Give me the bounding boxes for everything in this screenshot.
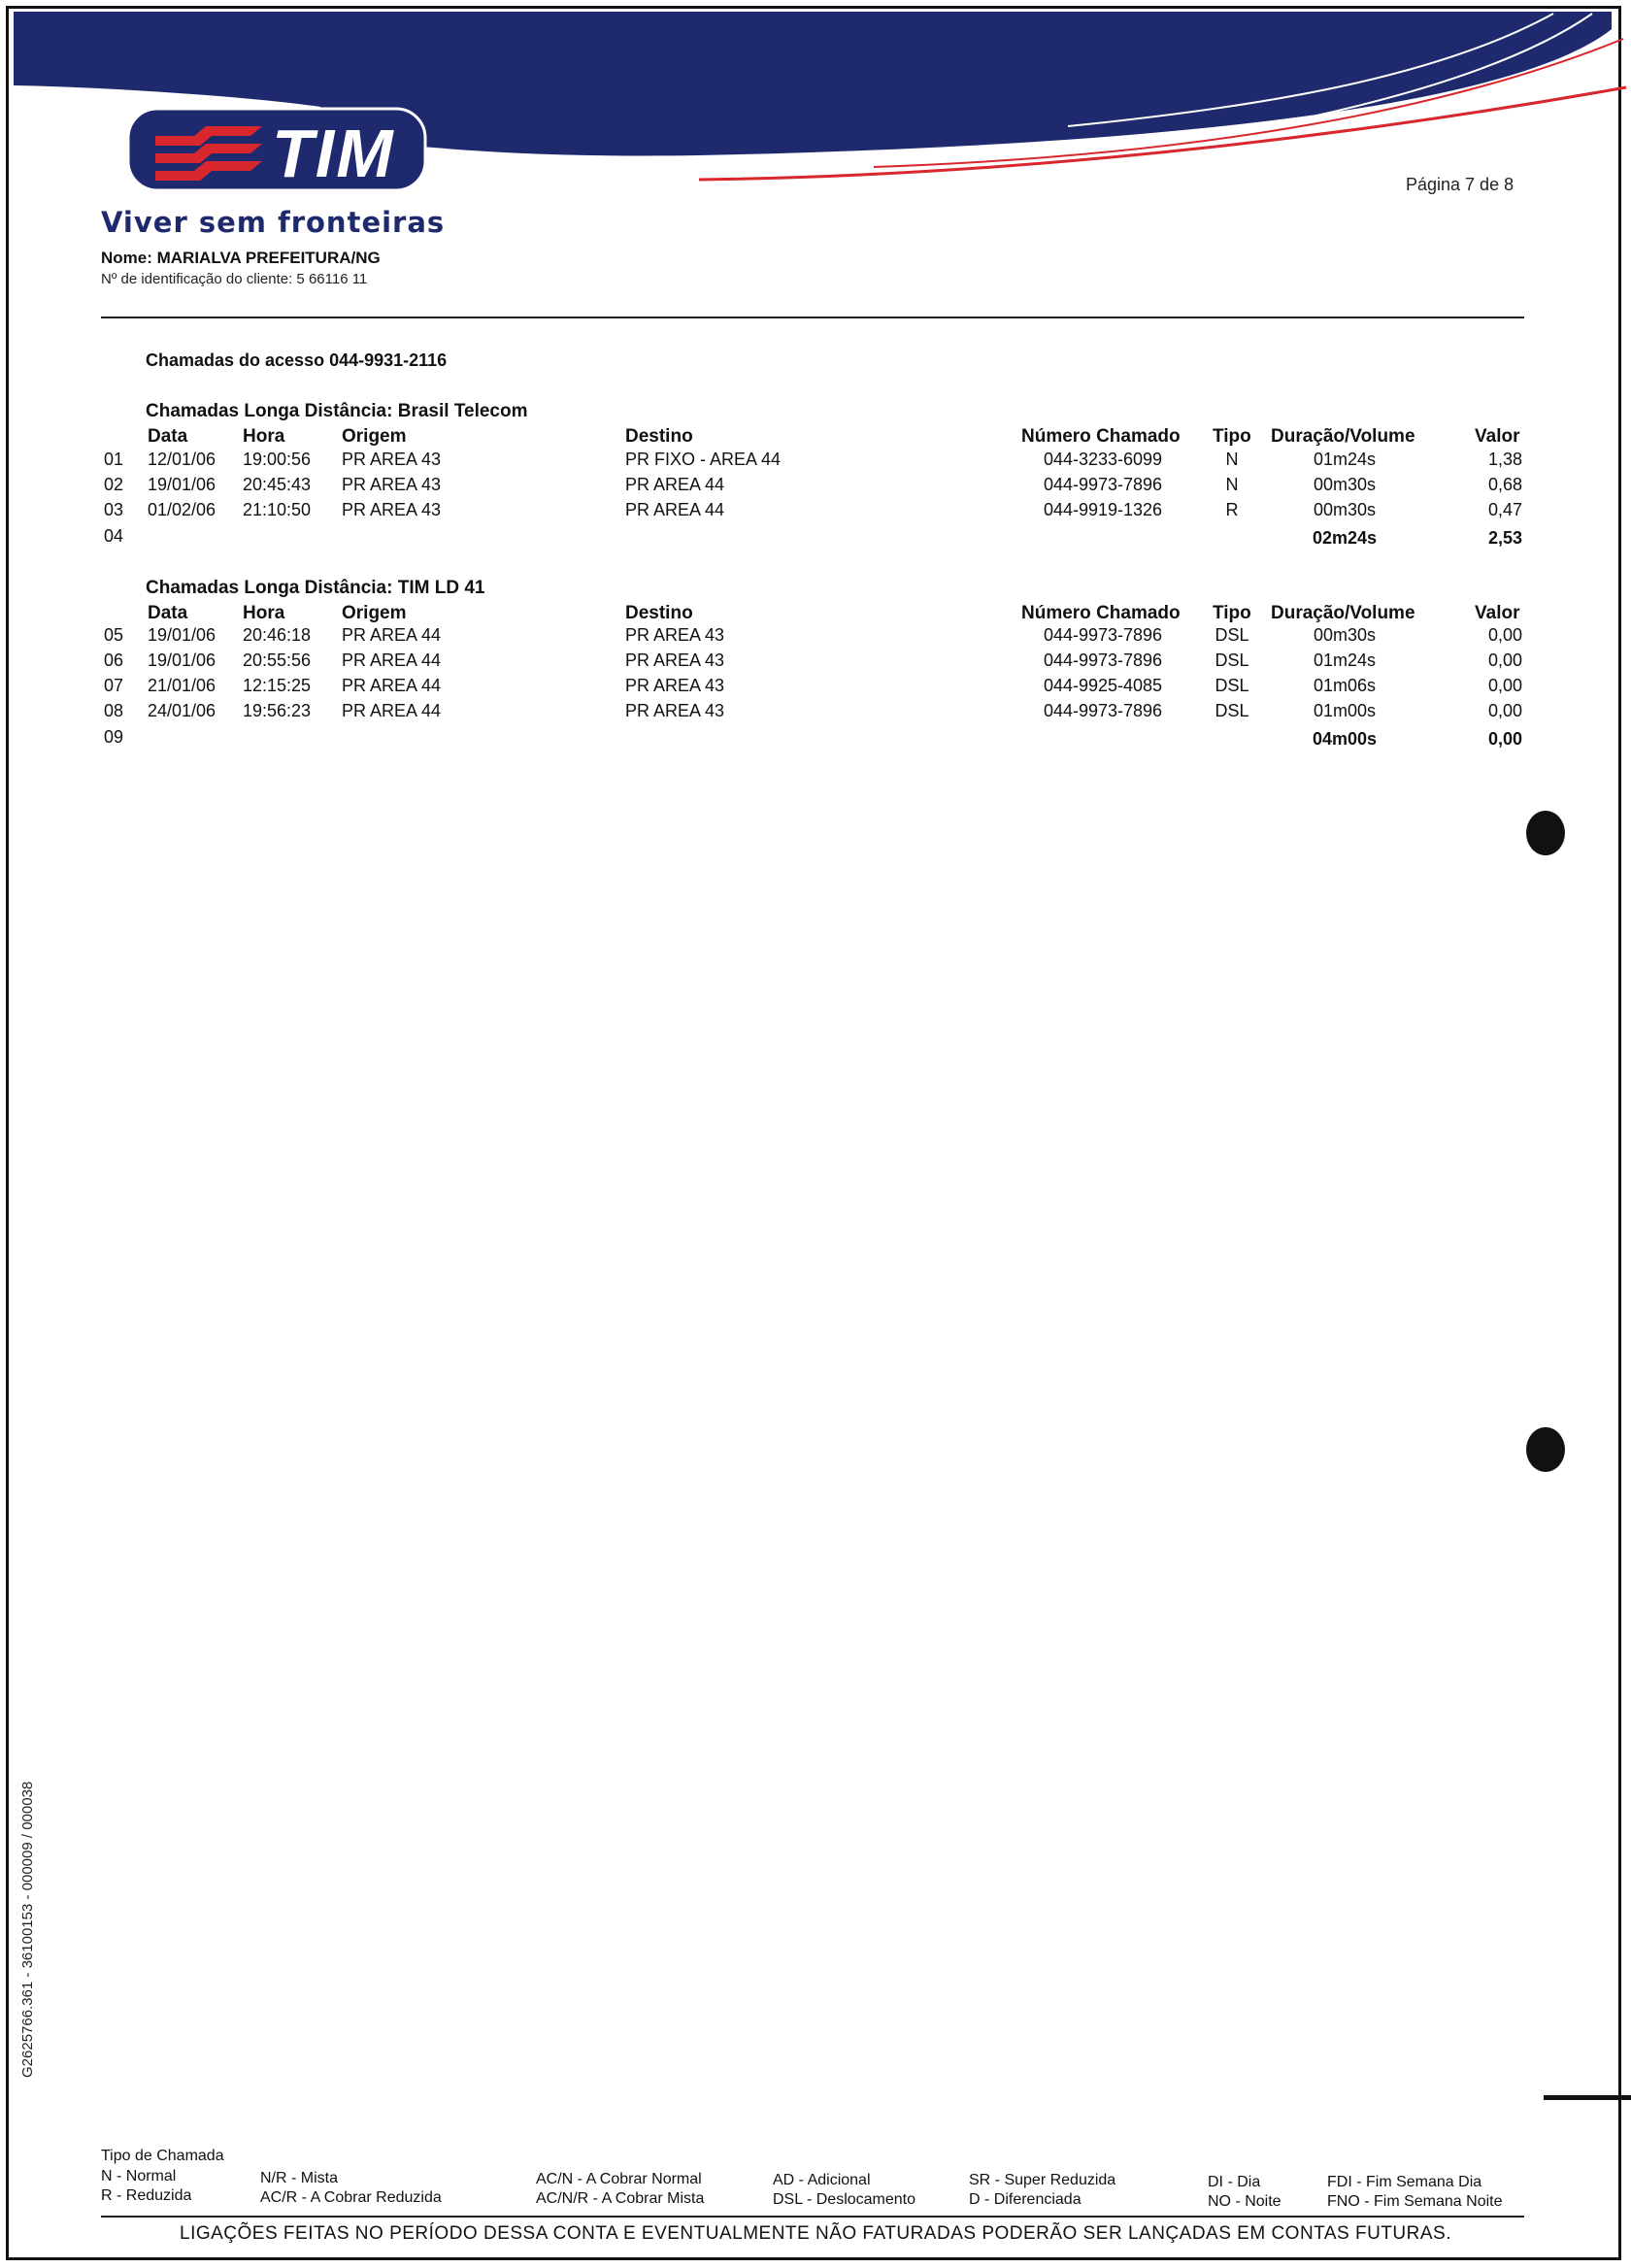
total-duracao: 04m00s	[1312, 729, 1378, 749]
footer-note: LIGAÇÕES FEITAS NO PERÍODO DESSA CONTA E EVENTUALMENTE NÃO FATURADAS PODERÃO SER LANÇADAS EM CONTAS FUTURAS.	[180, 2223, 1451, 2244]
tim-logo	[126, 107, 427, 192]
col-header-numero: Número Chamado	[1021, 603, 1181, 623]
cell-data: 19/01/06	[148, 475, 216, 494]
punch-hole	[1526, 1427, 1565, 1472]
page-indicator: Página 7 de 8	[1406, 175, 1514, 194]
col-header-tipo: Tipo	[1213, 603, 1251, 623]
cell-origem: PR AREA 44	[342, 676, 442, 695]
slogan: Viver sem fronteiras	[101, 206, 446, 239]
row-number: 03	[104, 500, 124, 519]
cell-numero: 044-9973-7896	[1043, 701, 1163, 720]
cell-tipo: N	[1225, 450, 1239, 469]
legend-item: D - Diferenciada	[969, 2191, 1082, 2208]
row-number: 02	[104, 475, 124, 494]
cell-data: 12/01/06	[148, 450, 216, 469]
col-header-origem: Origem	[342, 426, 407, 447]
col-header-valor: Valor	[1475, 426, 1520, 447]
divider	[101, 317, 1524, 318]
cell-valor: 0,00	[1487, 701, 1522, 720]
cell-origem: PR AREA 44	[342, 650, 442, 670]
legend-item: DI - Dia	[1208, 2174, 1261, 2190]
cell-numero: 044-9973-7896	[1043, 625, 1163, 645]
cell-data: 01/02/06	[148, 500, 216, 519]
col-header-duracao: Duração/Volume	[1271, 426, 1415, 447]
cell-destino: PR AREA 44	[625, 500, 725, 519]
cell-valor: 0,68	[1487, 475, 1522, 494]
row-number: 08	[104, 701, 124, 720]
cell-hora: 20:55:56	[243, 650, 312, 670]
cell-origem: PR AREA 44	[342, 625, 442, 645]
cell-numero: 044-9925-4085	[1043, 676, 1163, 695]
row-number: 05	[104, 625, 124, 645]
legend-item: SR - Super Reduzida	[969, 2172, 1116, 2188]
cell-hora: 21:10:50	[243, 500, 312, 519]
row-number: 09	[104, 727, 124, 747]
cell-duracao: 01m00s	[1313, 701, 1377, 720]
col-header-data: Data	[148, 603, 188, 623]
legend-item: AC/N - A Cobrar Normal	[536, 2171, 702, 2187]
cell-valor: 1,38	[1487, 450, 1522, 469]
col-header-destino: Destino	[625, 426, 693, 447]
col-header-tipo: Tipo	[1213, 426, 1251, 447]
cell-valor: 0,00	[1487, 676, 1522, 695]
cell-duracao: 01m06s	[1313, 676, 1377, 695]
cell-tipo: DSL	[1215, 701, 1249, 720]
cell-tipo: DSL	[1215, 650, 1249, 670]
legend-item: AD - Adicional	[773, 2172, 871, 2188]
cell-tipo: DSL	[1215, 625, 1249, 645]
cell-destino: PR AREA 43	[625, 676, 725, 695]
brand-name: TIM	[272, 116, 395, 191]
col-header-valor: Valor	[1475, 603, 1520, 623]
document-code: G2625766.361 - 36100153 - 000009 / 000038	[19, 1781, 36, 2078]
cell-hora: 20:45:43	[243, 475, 312, 494]
cell-data: 19/01/06	[148, 650, 216, 670]
client-name: Nome: MARIALVA PREFEITURA/NG	[101, 249, 381, 267]
col-header-hora: Hora	[243, 426, 285, 447]
col-header-destino: Destino	[625, 603, 693, 623]
cell-duracao: 00m30s	[1313, 475, 1377, 494]
row-number: 01	[104, 450, 124, 469]
legend-item: AC/N/R - A Cobrar Mista	[536, 2190, 705, 2207]
legend-item: NO - Noite	[1208, 2193, 1282, 2210]
cell-hora: 19:56:23	[243, 701, 312, 720]
legend-item: R - Reduzida	[101, 2187, 192, 2204]
page-border	[6, 6, 1621, 2260]
margin-mark	[1544, 2095, 1631, 2100]
legend-title: Tipo de Chamada	[101, 2148, 224, 2164]
cell-numero: 044-9973-7896	[1043, 650, 1163, 670]
cell-numero: 044-9973-7896	[1043, 475, 1163, 494]
cell-hora: 19:00:56	[243, 450, 312, 469]
cell-duracao: 00m30s	[1313, 500, 1377, 519]
cell-origem: PR AREA 43	[342, 500, 442, 519]
cell-destino: PR AREA 44	[625, 475, 725, 494]
row-number: 06	[104, 650, 124, 670]
cell-duracao: 00m30s	[1313, 625, 1377, 645]
cell-tipo: DSL	[1215, 676, 1249, 695]
cell-data: 24/01/06	[148, 701, 216, 720]
cell-origem: PR AREA 44	[342, 701, 442, 720]
legend-item: FNO - Fim Semana Noite	[1327, 2193, 1503, 2210]
client-id: Nº de identificação do cliente: 5 66116 11	[101, 271, 368, 287]
col-header-duracao: Duração/Volume	[1271, 603, 1415, 623]
row-number: 07	[104, 676, 124, 695]
cell-valor: 0,47	[1487, 500, 1522, 519]
section-title: Chamadas Longa Distância: TIM LD 41	[146, 578, 485, 598]
col-header-numero: Número Chamado	[1021, 426, 1181, 447]
cell-hora: 12:15:25	[243, 676, 312, 695]
cell-valor: 0,00	[1487, 650, 1522, 670]
cell-tipo: R	[1225, 500, 1239, 519]
cell-data: 19/01/06	[148, 625, 216, 645]
cell-destino: PR FIXO - AREA 44	[625, 450, 782, 469]
cell-destino: PR AREA 43	[625, 650, 725, 670]
cell-tipo: N	[1225, 475, 1239, 494]
legend-item: N/R - Mista	[260, 2170, 338, 2186]
cell-origem: PR AREA 43	[342, 450, 442, 469]
col-header-data: Data	[148, 426, 188, 447]
cell-data: 21/01/06	[148, 676, 216, 695]
cell-origem: PR AREA 43	[342, 475, 442, 494]
row-number: 04	[104, 526, 124, 546]
col-header-hora: Hora	[243, 603, 285, 623]
cell-duracao: 01m24s	[1313, 450, 1377, 469]
cell-destino: PR AREA 43	[625, 625, 725, 645]
cell-duracao: 01m24s	[1313, 650, 1377, 670]
col-header-origem: Origem	[342, 603, 407, 623]
punch-hole	[1526, 811, 1565, 855]
section-title: Chamadas Longa Distância: Brasil Telecom	[146, 401, 528, 421]
total-valor: 0,00	[1487, 729, 1522, 749]
access-title: Chamadas do acesso 044-9931-2116	[146, 350, 448, 370]
legend-item: N - Normal	[101, 2168, 177, 2185]
cell-numero: 044-9919-1326	[1043, 500, 1163, 519]
legend-item: DSL - Deslocamento	[773, 2191, 916, 2208]
total-valor: 2,53	[1487, 528, 1522, 548]
legend-item: FDI - Fim Semana Dia	[1327, 2174, 1482, 2190]
cell-destino: PR AREA 43	[625, 701, 725, 720]
legend-item: AC/R - A Cobrar Reduzida	[260, 2189, 442, 2206]
cell-hora: 20:46:18	[243, 625, 312, 645]
cell-valor: 0,00	[1487, 625, 1522, 645]
divider	[101, 2216, 1524, 2218]
total-duracao: 02m24s	[1312, 528, 1378, 548]
cell-numero: 044-3233-6099	[1043, 450, 1163, 469]
